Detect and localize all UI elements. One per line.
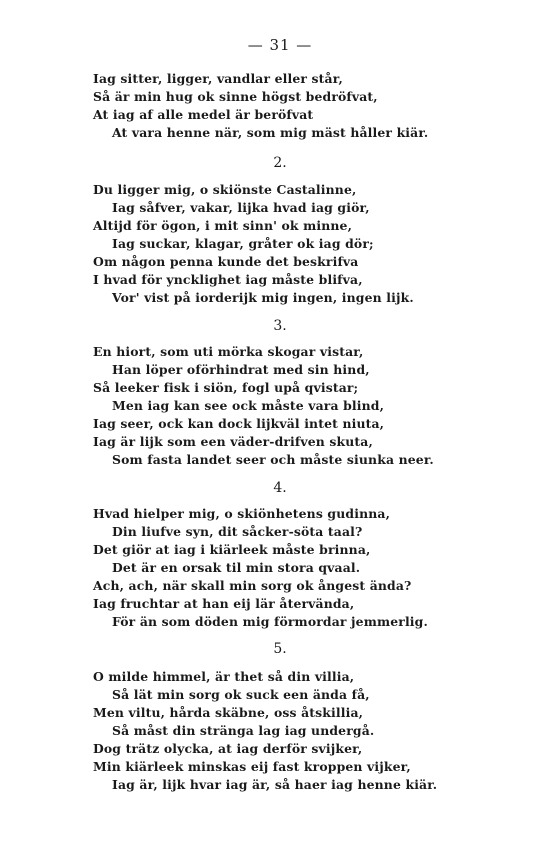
- verse-line: Men iag kan see ock måste vara blind,: [112, 398, 385, 413]
- verse-line: Det är en orsak til min stora qvaal.: [112, 560, 361, 575]
- stanza-number: 5.: [273, 641, 287, 657]
- verse-line: O milde himmel, är thet så din villia,: [93, 669, 355, 684]
- verse-line: Som fasta landet seer och måste siunka neer.: [112, 452, 434, 467]
- verse-line: Iag suckar, klagar, gråter ok iag dör;: [112, 236, 374, 251]
- verse-line: En hiort, som uti mörka skogar vistar,: [93, 344, 364, 359]
- verse-line: Han löper oförhindrat med sin hind,: [112, 362, 370, 377]
- verse-line: Så är min hug ok sinne högst bedröfvat,: [93, 89, 378, 104]
- verse-line: At vara henne när, som mig mäst håller kiär.: [112, 125, 429, 140]
- verse-line: Så måst din stränga lag iag undergå.: [112, 723, 375, 738]
- verse-line: Så leeker fisk i siön, fogl upå qvistar;: [93, 380, 359, 395]
- verse-line: Vor' vist på iorderijk mig ingen, ingen lijk.: [112, 290, 414, 305]
- verse-line: Det giör at iag i kiärleek måste brinna,: [93, 542, 371, 557]
- verse-line: I hvad för yncklighet iag måste blifva,: [93, 272, 363, 287]
- verse-line: Ach, ach, när skall min sorg ok ångest ända?: [93, 578, 412, 593]
- verse-line: Men viltu, hårda skäbne, oss åtskillia,: [93, 705, 364, 720]
- verse-line: Hvad hielper mig, o skiönhetens gudinna,: [93, 506, 391, 521]
- verse-line: Iag är, lijk hvar iag är, så haer iag henne kiär.: [112, 777, 438, 792]
- verse-line: Altijd för ögon, i mit sinn' ok minne,: [93, 218, 353, 233]
- stanza-number: 2.: [273, 155, 287, 171]
- verse-line: Iag är lijk som een väder-drifven skuta,: [93, 434, 373, 449]
- verse-line: Iag fruchtar at han eij lär återvända,: [93, 596, 355, 611]
- stanza-number: 4.: [273, 480, 287, 496]
- verse-line: Min kiärleek minskas eij fast kroppen vijker,: [93, 759, 411, 774]
- verse-line: Iag såfver, vakar, lijka hvad iag giör,: [112, 200, 370, 215]
- verse-line: Din liufve syn, dit såcker-söta taal?: [112, 524, 363, 539]
- verse-line: Iag seer, ock kan dock lijkväl intet niuta,: [93, 416, 385, 431]
- verse-line: Så lät min sorg ok suck een ända få,: [112, 687, 370, 702]
- verse-line: Iag sitter, ligger, vandlar eller står,: [93, 71, 343, 86]
- verse-line: För än som döden mig förmordar jemmerlig.: [112, 614, 428, 629]
- stanza-number: 3.: [273, 318, 287, 334]
- verse-line: Du ligger mig, o skiönste Castalinne,: [93, 182, 357, 197]
- page-number: — 31 —: [247, 36, 313, 54]
- verse-line: Dog trätz olycka, at iag derför svijker,: [93, 741, 363, 756]
- verse-line: Om någon penna kunde det beskrifva: [93, 254, 359, 269]
- verse-line: At iag af alle medel är beröfvat: [93, 107, 314, 122]
